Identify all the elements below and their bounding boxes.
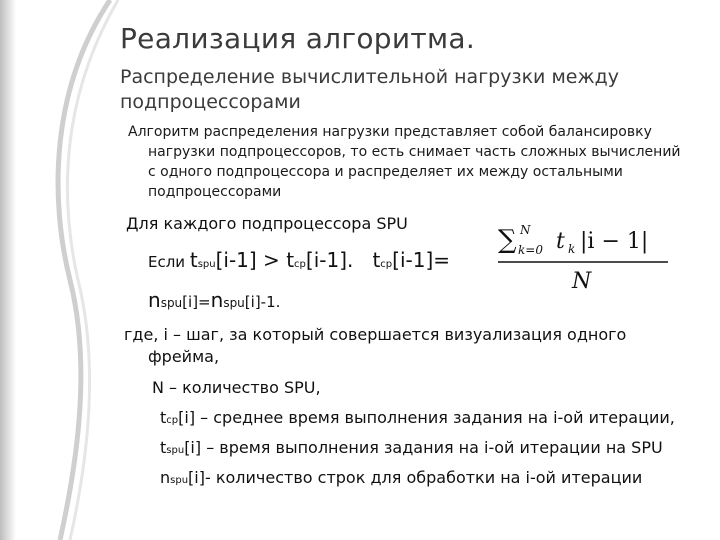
slide-subtitle: Распределение вычислительной нагрузки между подпроцессорами	[120, 66, 619, 113]
t-symbol-3: t	[372, 248, 381, 272]
slide-title: Реализация алгоритма.	[120, 22, 476, 55]
intro-rest: нагрузки подпроцессоров, то есть снимает часть сложных вычислений с одного подпроцессора и распределяет их между остальными подпроцессорами	[148, 144, 681, 200]
where-first-line: где, i – шаг, за который совершается визуализация одного	[124, 325, 627, 344]
spu-subscript: spu	[197, 259, 216, 270]
equals: =	[433, 248, 451, 272]
if-word: Если	[148, 253, 190, 271]
def-nspu-subscript: spu	[170, 475, 189, 486]
greater-than: >	[256, 248, 287, 272]
assign-equals: =	[198, 293, 211, 311]
rhs-index: [i]-1.	[244, 293, 281, 311]
n-symbol-2: n	[210, 288, 224, 312]
def-tspu-subscript: spu	[166, 445, 185, 456]
for-each-line: Для каждого подпроцессора SPU	[126, 214, 408, 233]
sum-upper: N	[520, 223, 531, 237]
condition-line	[148, 248, 450, 272]
t-symbol-2: t	[286, 248, 295, 272]
index-prev-2: [i-1]	[305, 248, 347, 272]
n-symbol: n	[148, 288, 161, 312]
intro-first-line: Алгоритм распределения нагрузки представляет собой балансировку	[128, 124, 652, 140]
where-definition	[124, 324, 684, 368]
def-nspu: nspu[i]- количество строк для обработки на i-ой итерации	[160, 468, 643, 487]
cp-subscript-2: cp	[380, 259, 393, 270]
sum-sign: ∑	[498, 225, 517, 255]
n-spu-subscript-2: spu	[223, 296, 245, 310]
def-tspu-index: [i]	[184, 438, 202, 457]
def-nspu-index: [i]	[188, 468, 205, 487]
index-prev-3: [i-1]	[392, 248, 434, 272]
def-tcp-subscript: cp	[166, 415, 179, 426]
def-tspu: tspu[i] – время выполнения задания на i-ой итерации на SPU	[160, 438, 663, 457]
where-rest: фрейма,	[148, 347, 220, 366]
n-index: [i]	[182, 293, 199, 311]
n-spu-subscript: spu	[160, 296, 183, 310]
def-tcp: tcp[i] – среднее время выполнения задания на i-ой итерации,	[160, 408, 675, 427]
assignment-line	[148, 288, 280, 312]
numerator-k: k	[568, 242, 576, 256]
def-tcp-index: [i]	[178, 408, 196, 427]
numerator-t: t	[556, 229, 565, 254]
intro-paragraph	[128, 122, 688, 202]
left-edge-shading	[0, 0, 16, 540]
def-tspu-text: – время выполнения задания на i-ой итерации на SPU	[201, 438, 663, 457]
sum-lower: k=0	[518, 243, 543, 257]
separator: .	[347, 248, 354, 272]
numerator-arg: |i − 1|	[580, 229, 649, 254]
index-prev: [i-1]	[215, 248, 257, 272]
def-tcp-text: – среднее время выполнения задания на i-ой итерации,	[195, 408, 675, 427]
def-nspu-text: - количество строк для обработки на i-ой итерации	[204, 468, 643, 487]
page-curl-decoration	[40, 0, 120, 540]
denominator: N	[572, 269, 592, 294]
t-symbol: t	[189, 248, 198, 272]
average-time-formula	[496, 216, 672, 294]
cp-subscript: cp	[294, 259, 306, 270]
def-N: N – количество SPU,	[152, 378, 321, 397]
